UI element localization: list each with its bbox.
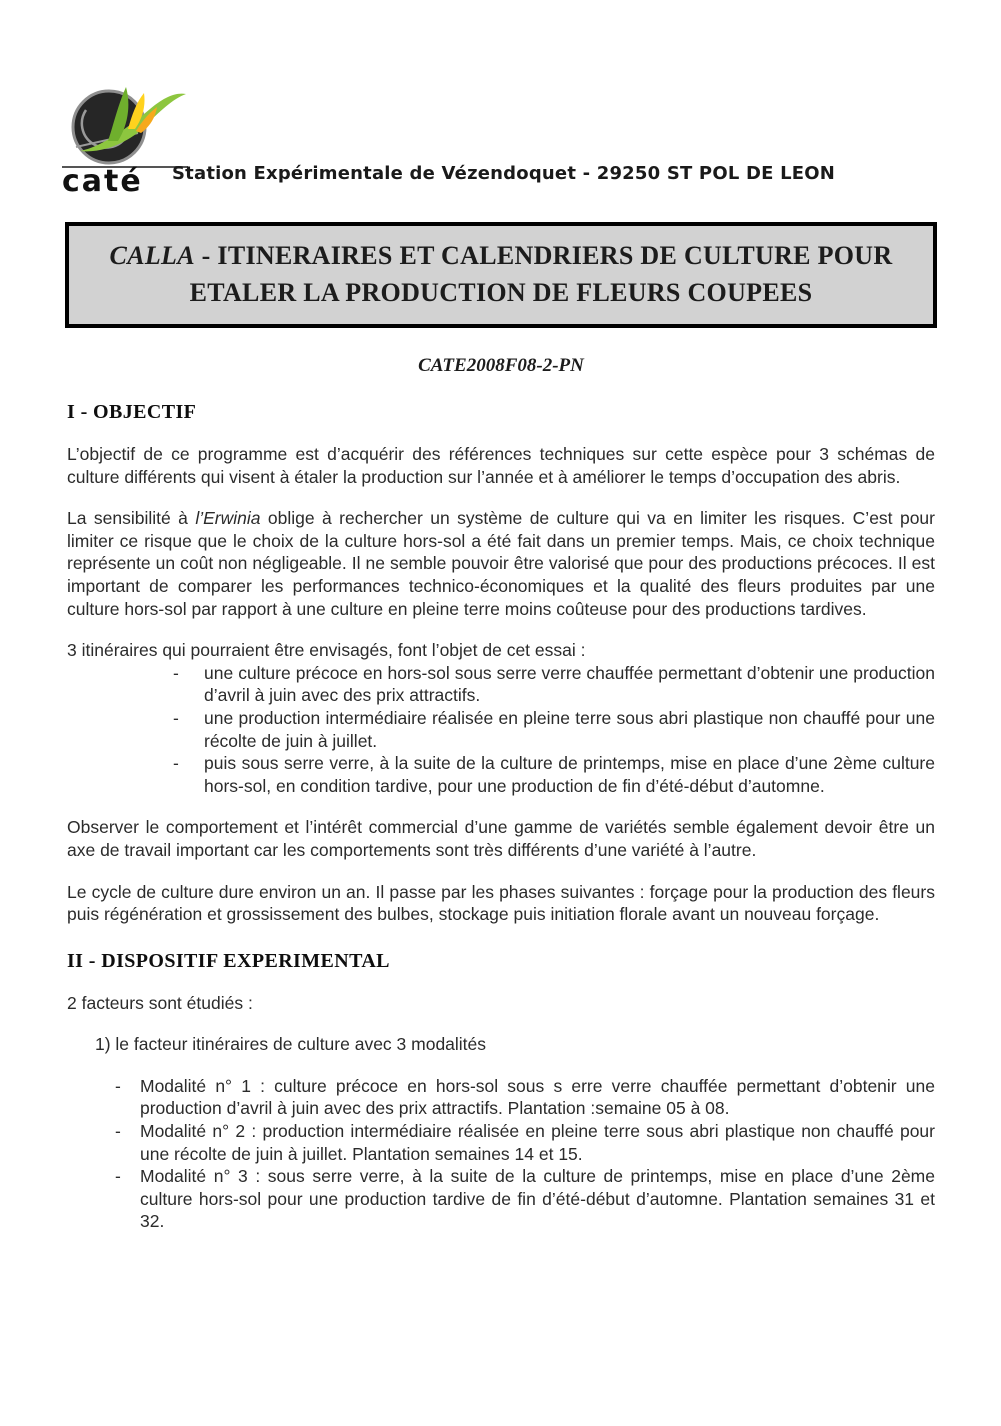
list-item: - une production intermédiaire réalisée en pleine terre sous abri plastique non chauffé pour une récolte de juin à juillet.: [67, 707, 935, 752]
title-line-1: [87, 237, 915, 274]
cate-logo-wordmark: caté: [62, 166, 188, 195]
cate-flower-icon: [62, 85, 188, 165]
list-item: - Modalité n° 1 : culture précoce en hors-sol sous s erre verre chauffée permettant d’obtenir une production d’avril à juin avec des prix attractifs. Plantation :semaine 05 à 08.: [67, 1075, 935, 1120]
list-item: - une culture précoce en hors-sol sous serre verre chauffée permettant d’obtenir une production d’avril à juin avec des prix attractifs.: [67, 662, 935, 707]
paragraph-objectif-5: Le cycle de culture dure environ un an. Il passe par les phases suivantes : forçage pour la production des fleurs puis régénération et grossissement des bulbes, stockage puis initiation florale avant un nouveau forçage.: [67, 881, 935, 925]
document-content: [0, 222, 1001, 1233]
section-heading-objectif: I - OBJECTIF: [67, 401, 197, 423]
list-item: - puis sous serre verre, à la suite de la culture de printemps, mise en place d’une 2ème culture hors-sol, en condition tardive, pour une production de fin d’été-début d’automne.: [67, 752, 935, 797]
itineraires-intro: 3 itinéraires qui pourraient être envisagés, font l’objet de cet essai :: [67, 640, 586, 661]
dispositif-intro: 2 facteurs sont étudiés :: [67, 992, 253, 1013]
p2-after: oblige à rechercher un système de culture qui va en limiter les risques. C’est pour limiter ce risque que le choix de la culture hors-sol a été fait dans un premier temps. Mais, ce choix technique représente un coût non négligeable. Il ne semble pouvoir être valorisé que pour des productions précoces. Il est important de comparer les performances technico-économiques et la qualité des fleurs produites par une culture hors-sol par rapport à une culture en pleine terre moins coûteuse pour des productions tardives.: [67, 508, 935, 619]
paragraph-objectif-4: Observer le comportement et l’intérêt commercial d’une gamme de variétés semble également devoir être un axe de travail important car les comportements sont très différents d’une variété à l’autre.: [67, 817, 935, 860]
title-box: [65, 222, 937, 328]
p2-before: La sensibilité à: [67, 508, 196, 529]
title-rest: - ITINERAIRES ET CALENDRIERS DE CULTURE POUR: [194, 241, 893, 270]
cate-logo: [62, 85, 188, 199]
itineraires-list: [67, 662, 935, 798]
reference-code: CATE2008F08-2-PN: [418, 355, 584, 376]
title-species: CALLA: [109, 241, 195, 270]
title-line-2: ETALER LA PRODUCTION DE FLEURS COUPEES: [189, 278, 813, 307]
list-item: - Modalité n° 2 : production intermédiaire réalisée en pleine terre sous abri plastique non chauffé pour une récolte de juin à juillet. Plantation semaines 14 et 15.: [67, 1120, 935, 1165]
station-line: Station Expérimentale de Vézendoquet - 29250 ST POL DE LEON: [172, 163, 835, 184]
modalites-list: [67, 1075, 935, 1233]
paragraph-objectif-2: [67, 507, 935, 620]
list-item: - Modalité n° 3 : sous serre verre, à la suite de la culture de printemps, mise en place d’une 2ème culture hors-sol pour une production tardive de fin d’été-début d’automne. Plantation semaines 31 et 32.: [67, 1165, 935, 1233]
paragraph-objectif-1: L’objectif de ce programme est d’acquérir des références techniques sur cette espèce pour 3 schémas de culture différents qui visent à étaler la production sur l’année et à améliorer le temps d’occupation des abris.: [67, 444, 935, 487]
header: [0, 0, 1001, 222]
p2-erwinia-italic: l’Erwinia: [195, 508, 261, 529]
factor-1-line: 1) le facteur itinéraires de culture avec 3 modalités: [95, 1034, 487, 1055]
section-heading-dispositif: II - DISPOSITIF EXPERIMENTAL: [67, 949, 390, 972]
